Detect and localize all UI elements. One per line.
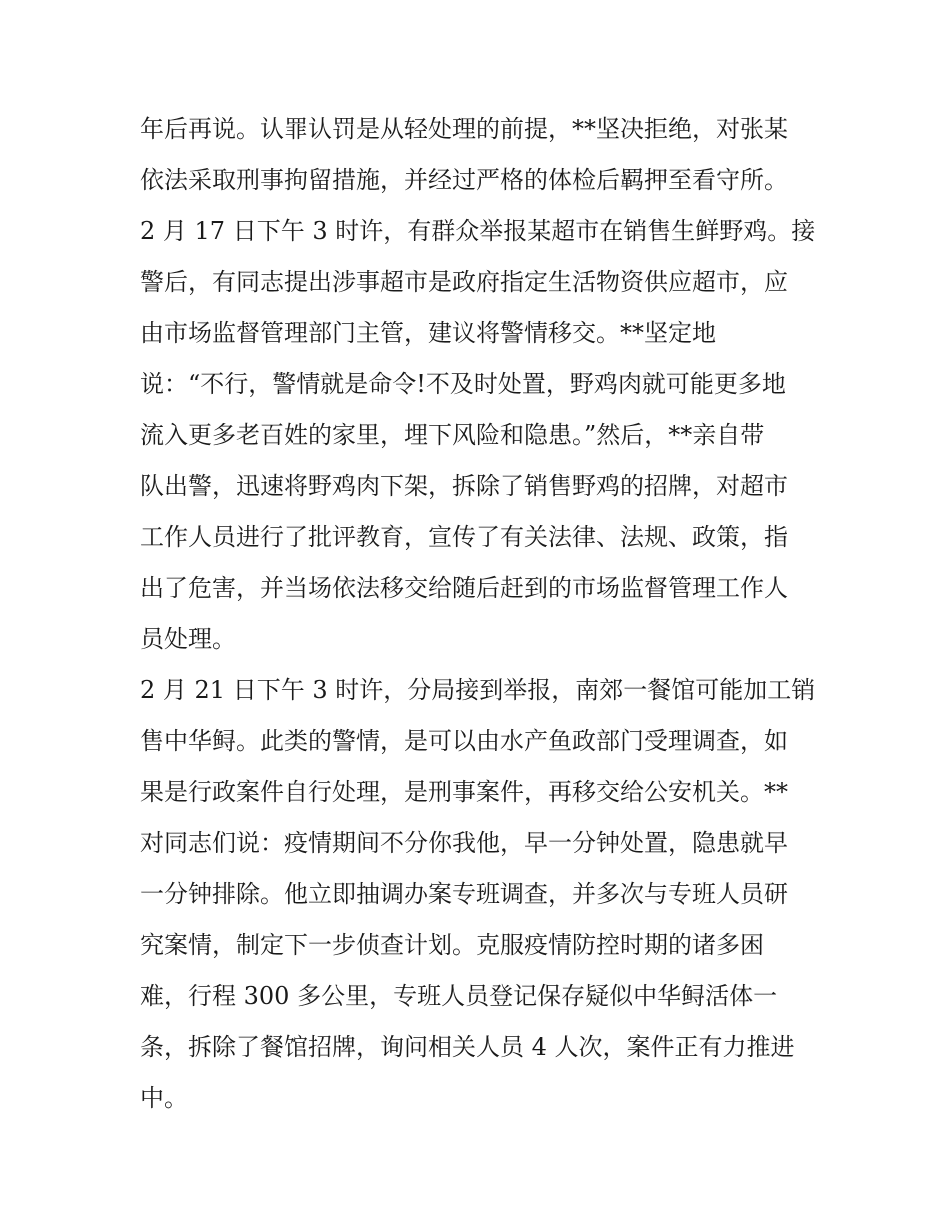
text-line: 究案情，制定下一步侦查计划。克服疫情防控时期的诸多困 [140, 931, 764, 959]
text-line: 由市场监督管理部门主管，建议将警情移交。**坚定地 [140, 319, 716, 347]
text-line: 员处理。 [140, 625, 236, 653]
text-line: 中。 [140, 1084, 188, 1112]
text-line: 说：“不行，警情就是命令!不及时处置，野鸡肉就可能更多地 [140, 370, 786, 398]
text-line: 售中华鲟。此类的警情，是可以由水产鱼政部门受理调查，如 [140, 727, 788, 755]
text-line: 工作人员进行了批评教育，宣传了有关法律、法规、政策，指 [140, 523, 788, 551]
text-line: 难，行程 300 多公里，专班人员登记保存疑似中华鲟活体一 [140, 982, 778, 1010]
text-line: 2 月 21 日下午 3 时许，分局接到举报，南郊一餐馆可能加工销 [140, 676, 816, 704]
text-line: 条，拆除了餐馆招牌，询问相关人员 4 人次，案件正有力推进 [140, 1033, 795, 1061]
text-line: 对同志们说：疫情期间不分你我他，早一分钟处置，隐患就早 [140, 829, 788, 857]
text-line: 年后再说。认罪认罚是从轻处理的前提，**坚决拒绝，对张某 [140, 115, 788, 143]
text-line: 出了危害，并当场依法移交给随后赶到的市场监督管理工作人 [140, 574, 788, 602]
text-line: 果是行政案件自行处理，是刑事案件，再移交给公安机关。** [140, 778, 788, 806]
text-line: 2 月 17 日下午 3 时许，有群众举报某超市在销售生鲜野鸡。接 [140, 217, 816, 245]
text-line: 流入更多老百姓的家里，埋下风险和隐患。”然后，**亲自带 [140, 421, 765, 449]
text-line: 依法采取刑事拘留措施，并经过严格的体检后羁押至看守所。 [140, 166, 788, 194]
body-text [140, 104, 820, 1124]
text-line: 警后，有同志提出涉事超市是政府指定生活物资供应超市，应 [140, 268, 788, 296]
text-line: 队出警，迅速将野鸡肉下架，拆除了销售野鸡的招牌，对超市 [140, 472, 788, 500]
text-line: 一分钟排除。他立即抽调办案专班调查，并多次与专班人员研 [140, 880, 788, 908]
